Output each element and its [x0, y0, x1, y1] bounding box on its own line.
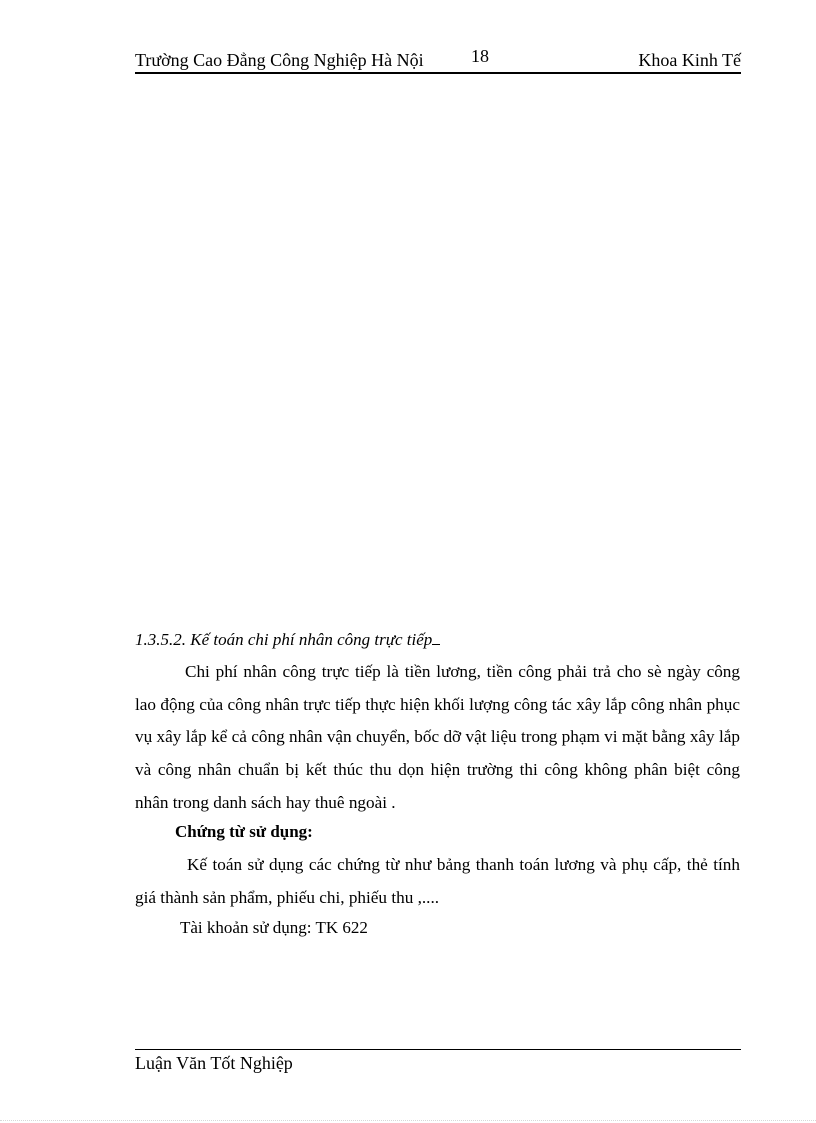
paragraph-direct-labor-cost: Chi phí nhân công trực tiếp là tiền lương, tiền công phải trả cho sè ngày công lao động của công nhân trực tiếp thực hiện khối lượng công tác xây lắp công nhân phục vụ xây lắp kể cả công nhân vận chuyển, bốc dỡ vật liệu trong phạm vi mặt bằng xây lắp và công nhân chuẩn bị kết thúc thu dọn hiện trường thi công không phân biệt công nhân trong danh sách hay thuê ngoài . [135, 662, 740, 812]
page-header [135, 48, 741, 74]
account-used: Tài khoản sử dụng: TK 622 [180, 918, 368, 937]
section-title [135, 630, 440, 650]
header-school-name: Trường Cao Đẳng Công Nghiệp Hà Nội [135, 50, 424, 70]
footer-rule [135, 1049, 741, 1050]
subheading-documents-used: Chứng từ sử dụng: [175, 822, 313, 841]
paragraph-documents: Kế toán sử dụng các chứng từ như bảng thanh toán lương và phụ cấp, thẻ tính giá thành sản phẩm, phiếu chi, phiếu thu ,.... [135, 855, 740, 907]
page-bottom-edge [0, 1120, 816, 1121]
title-underscore [432, 630, 440, 645]
header-page-number: 18 [471, 46, 489, 66]
section-title-text: 1.3.5.2. Kế toán chi phí nhân công trực tiếp [135, 630, 433, 649]
page-footer: Luận Văn Tốt Nghiệp [135, 1053, 293, 1073]
header-department: Khoa Kinh Tế [638, 50, 741, 70]
